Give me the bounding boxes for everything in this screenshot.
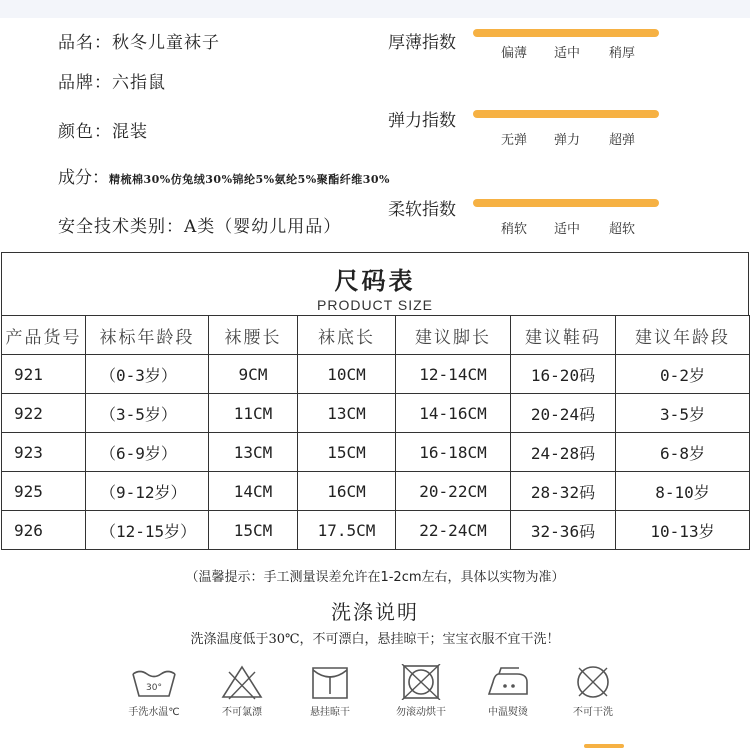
table-cell: 13CM <box>298 394 396 433</box>
product-name: 品名：秋冬儿童袜子 <box>58 33 220 53</box>
column-header: 建议鞋码 <box>511 316 616 355</box>
product-brand: 品牌：六指鼠 <box>58 73 166 93</box>
iron-medium-icon <box>463 664 553 724</box>
table-cell: 16-20码 <box>511 355 616 394</box>
index-label-thickness: 厚薄指数 <box>388 33 456 53</box>
size-grid <box>1 315 750 550</box>
hand-wash-temp: 30° <box>146 683 162 693</box>
table-cell: 0-2岁 <box>616 355 750 394</box>
table-row <box>2 433 750 472</box>
no-dry-clean-icon <box>548 664 638 724</box>
table-cell: 6-8岁 <box>616 433 750 472</box>
index-bar-thickness <box>473 29 659 37</box>
table-cell: 20-22CM <box>396 472 511 511</box>
table-cell: 14CM <box>209 472 298 511</box>
table-cell: 32-36码 <box>511 511 616 550</box>
table-cell: 14-16CM <box>396 394 511 433</box>
index-label-elasticity: 弹力指数 <box>388 111 456 131</box>
measurement-note: （温馨提示：手工测量误差允许在1-2cm左右，具体以实物为准） <box>185 570 565 585</box>
index-tick: 偏薄 <box>500 46 527 61</box>
care-label: 不可氯漂 <box>222 707 262 718</box>
top-banner <box>0 0 750 18</box>
table-row <box>2 472 750 511</box>
table-cell: 9CM <box>209 355 298 394</box>
index-label-softness: 柔软指数 <box>388 200 456 220</box>
care-label: 不可干洗 <box>573 707 613 718</box>
table-cell: 926 <box>2 511 86 550</box>
product-composition <box>58 163 390 188</box>
index-tick: 稍厚 <box>608 46 635 61</box>
table-cell: 925 <box>2 472 86 511</box>
table-cell: 923 <box>2 433 86 472</box>
table-header-row <box>2 316 750 355</box>
no-bleach-icon <box>197 664 287 724</box>
index-tick: 稍软 <box>500 222 527 237</box>
index-bar-elasticity <box>473 110 659 118</box>
table-row <box>2 394 750 433</box>
product-safety: 安全技术类别：A类（婴幼儿用品） <box>58 217 342 237</box>
table-cell: 15CM <box>209 511 298 550</box>
table-cell: 15CM <box>298 433 396 472</box>
index-tick: 适中 <box>553 46 580 61</box>
table-cell: 10-13岁 <box>616 511 750 550</box>
table-cell: 921 <box>2 355 86 394</box>
table-cell: 12-14CM <box>396 355 511 394</box>
index-tick: 弹力 <box>553 133 580 148</box>
table-cell: 10CM <box>298 355 396 394</box>
care-label: 中温熨烫 <box>488 707 528 718</box>
table-cell: 24-28码 <box>511 433 616 472</box>
index-bar-softness <box>473 199 659 207</box>
table-cell: 16-18CM <box>396 433 511 472</box>
no-tumble-dry-icon <box>376 664 466 724</box>
column-header: 建议年龄段 <box>616 316 750 355</box>
table-cell: 3-5岁 <box>616 394 750 433</box>
product-color: 颜色：混装 <box>58 122 148 142</box>
size-table-subtitle: PRODUCT SIZE <box>317 297 433 313</box>
table-cell: 922 <box>2 394 86 433</box>
washing-description: 洗涤温度低于30℃，不可漂白，悬挂晾干；宝宝衣服不宜干洗！ <box>190 632 560 647</box>
column-header: 袜标年龄段 <box>86 316 209 355</box>
size-table-header <box>1 252 749 315</box>
table-cell: （12-15岁） <box>86 511 209 550</box>
hang-dry-icon <box>285 664 375 724</box>
table-cell: 28-32码 <box>511 472 616 511</box>
index-tick: 超软 <box>608 222 635 237</box>
composition-value: 精梳棉30%仿兔绒30%锦纶5%氨纶5%聚酯纤维30% <box>109 173 390 186</box>
table-row <box>2 355 750 394</box>
table-cell: （0-3岁） <box>86 355 209 394</box>
decorative-mark <box>584 744 624 748</box>
column-header: 产品货号 <box>2 316 86 355</box>
index-tick: 超弹 <box>608 133 635 148</box>
table-cell: 8-10岁 <box>616 472 750 511</box>
table-cell: 16CM <box>298 472 396 511</box>
column-header: 袜底长 <box>298 316 396 355</box>
hand-wash-icon <box>109 664 199 724</box>
table-cell: （3-5岁） <box>86 394 209 433</box>
table-cell: （6-9岁） <box>86 433 209 472</box>
washing-title: 洗涤说明 <box>331 600 419 624</box>
table-cell: （9-12岁） <box>86 472 209 511</box>
column-header: 建议脚长 <box>396 316 511 355</box>
care-label: 勿滚动烘干 <box>396 707 446 718</box>
column-header: 袜腰长 <box>209 316 298 355</box>
size-table-title: 尺码表 <box>334 267 416 295</box>
table-cell: 22-24CM <box>396 511 511 550</box>
table-cell: 17.5CM <box>298 511 396 550</box>
table-cell: 13CM <box>209 433 298 472</box>
index-tick: 无弹 <box>500 133 527 148</box>
care-label: 悬挂晾干 <box>310 707 350 718</box>
table-cell: 20-24码 <box>511 394 616 433</box>
index-tick: 适中 <box>553 222 580 237</box>
size-table <box>1 252 749 550</box>
table-cell: 11CM <box>209 394 298 433</box>
table-row <box>2 511 750 550</box>
care-label: 手洗水温℃ <box>128 707 180 718</box>
composition-label: 成分： <box>58 168 109 188</box>
